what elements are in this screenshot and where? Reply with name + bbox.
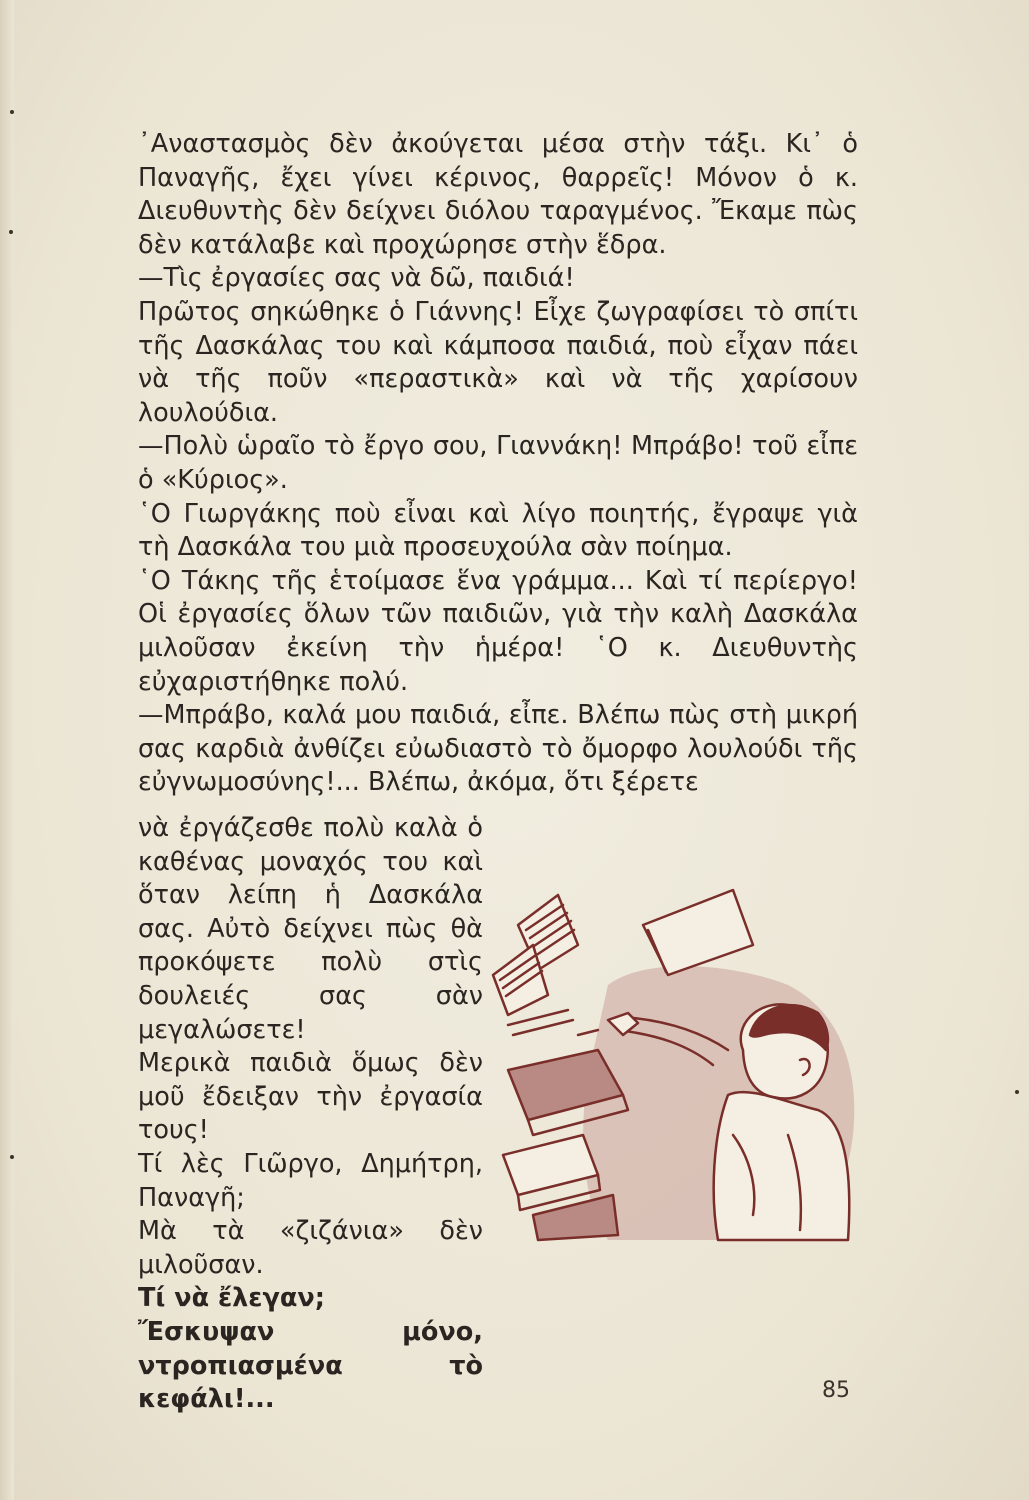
page-number: 85 (822, 1378, 850, 1403)
paragraph: νὰ ἐργάζεσθε πολὺ καλὰ ὁ καθένας μοναχός του καὶ ὅταν λείπη ἡ Δασκάλα σας. Αὐτὸ δείχνει πὼς θὰ προκόψετε πολὺ στὶς δουλειές σας σὰν μεγαλώσετε! (138, 813, 483, 1045)
paragraph: Μὰ τὰ «ζιζάνια» δὲν μιλοῦσαν. (138, 1216, 483, 1280)
paragraph: ῾Ο Τάκης τῆς ἑτοίμασε ἕνα γράμμα... Καὶ τί περίεργο! Οἱ ἐργασίες ὅλων τῶν παιδιῶν, γιὰ τὴν καλὴ Δασκάλα μιλοῦσαν ἐκείνη τὴν ἡμέρα! ῾Ο κ. Διευθυντὴς εὐχαριστήθηκε πολύ. (138, 565, 858, 697)
side-text-block (138, 812, 483, 1417)
print-speck (10, 110, 14, 114)
paragraph: Ἔσκυψαν μόνο, ντροπιασμένα τὸ κεφάλι!... (138, 1316, 483, 1415)
paragraph: —Μπράβο, καλά μου παιδιά, εἶπε. Βλέπω πὼς στὴ μικρή σας καρδιὰ ἀνθίζει εὐωδιαστὸ τὸ ὄμορφο λουλούδι τῆς εὐγνωμοσύνης!... Βλέπω, ἀκόμα, ὅτι ξέρετε (138, 700, 858, 798)
paragraph: ᾿Αναστασμὸς δὲν ἀκούγεται μέσα στὴν τάξι. Κι᾿ ὁ Παναγῆς, ἔχει γίνει κέρινος, θαρρεῖς! Μόνον ὁ κ. Διευθυντὴς δὲν δείχνει διόλου ταραγμένος. Ἔκαμε πὼς δὲν κατάλαβε καὶ προχώρησε στὴν ἕδρα. (138, 129, 858, 260)
paragraph: ῾Ο Γιωργάκης ποὺ εἶναι καὶ λίγο ποιητής, ἔγραψε γιὰ τὴ Δασκάλα του μιὰ προσευχούλα σὰν ποίημα. (138, 498, 858, 563)
print-speck (1015, 1090, 1019, 1094)
boy-throwing-papers-illustration (488, 835, 860, 1245)
main-text-block (138, 128, 858, 800)
page-binding-edge (0, 0, 14, 1500)
paragraph: —Πολὺ ὡραῖο τὸ ἔργο σου, Γιαννάκη! Μπράβο! τοῦ εἶπε ὁ «Κύριος». (138, 431, 858, 495)
paragraph: —Τὶς ἐργασίες σας νὰ δῶ, παιδιά! (138, 263, 575, 294)
print-speck (9, 230, 13, 234)
paragraph: Πρῶτος σηκώθηκε ὁ Γιάννης! Εἶχε ζωγραφίσει τὸ σπίτι τῆς Δασκάλας του καὶ κάμποσα παιδιά, ποὺ εἶχαν πάει νὰ τῆς ποῦν «περαστικὰ» καὶ νὰ τῆς χαρίσουν λουλούδια. (138, 296, 858, 428)
paragraph: Μερικὰ παιδιὰ ὅμως δὲν μοῦ ἔδειξαν τὴν ἐργασία τους! (138, 1048, 483, 1146)
print-speck (10, 1155, 14, 1159)
paragraph: Τί νὰ ἔλεγαν; (138, 1283, 325, 1314)
paragraph: Τί λὲς Γιῶργο, Δημήτρη, Παναγῆ; (138, 1148, 483, 1213)
